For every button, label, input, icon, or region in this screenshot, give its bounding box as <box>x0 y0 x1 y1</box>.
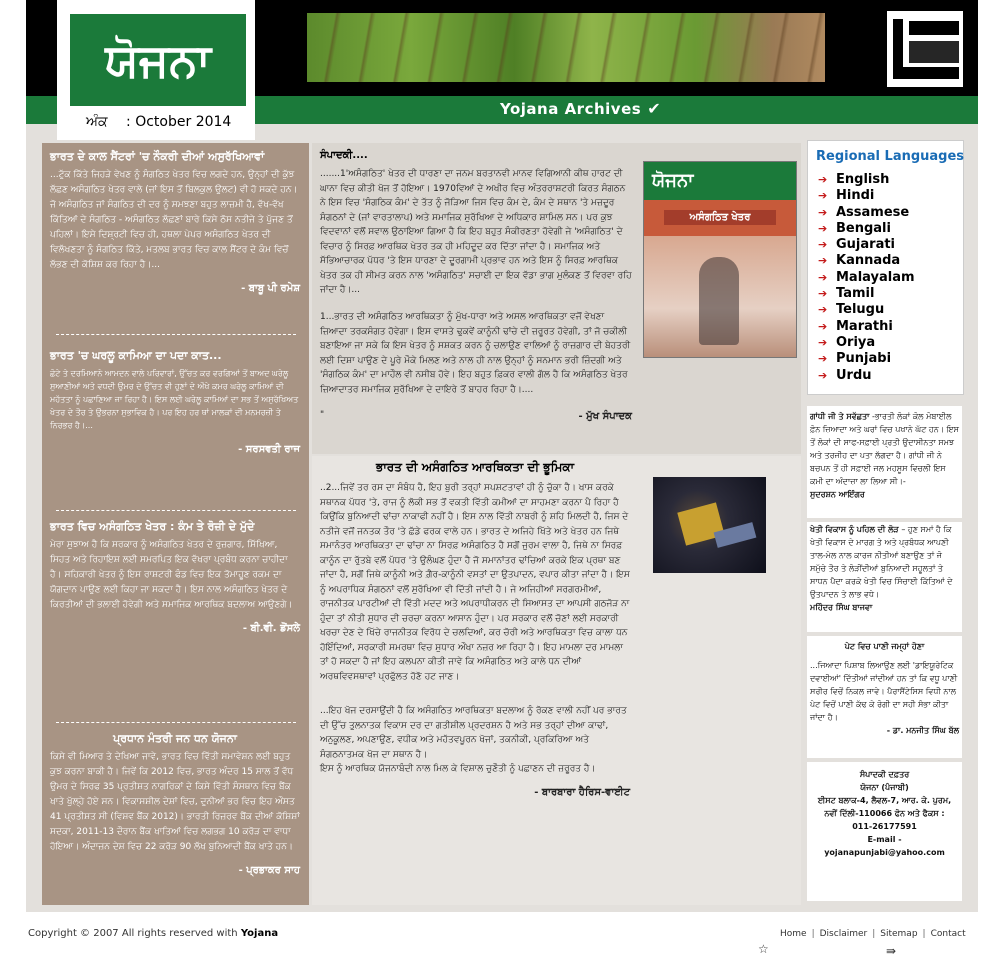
article-body: ਮੇਰਾ ਸੁਝਾਅ ਹੈ ਕਿ ਸਰਕਾਰ ਨੂੰ ਅਸੰਗਠਿਤ ਖੇਤਰ ਦੇ ਰੁਜ਼ਗਾਰ, ਸਿੱਖਿਆ, ਸਿਹਤ ਅਤੇ ਰਿਹਾਇਸ਼ ਲਈ ਸਮਰਪਿਤ ਇਕ ਵੱਖਰਾ ਪ੍ਰਬੰਧ ਕਰਨਾ ਚਾਹੀਦਾ ਹੈ। ਸਹਿਕਾਰੀ ਖੇਤਰ ਨੂੰ ਇਸ ਰਾਸ਼ਟਰੀ ਫੰਡ ਵਿਚ ਇਕ ਤੋਮਾਹੂਣ ਰਕਮ ਦਾ ਯੋਗਦਾਨ ਪਾਉਣ ਲਈ ਕਿਹਾ ਜਾ ਸਕਦਾ ਹੈ। ਇਸ ਨਾਲ ਅਸੰਗਠਿਤ ਖੇਤਰ ਦੇ ਕਿਰਤੀਆਂ ਦੀ ਭਲਾਈ ਹੋਵੇਗੀ ਅਤੇ ਸਮਾਜਿਕ ਆਰਥਿਕ ਬਦਲਾਅ ਆਉਣਗੇ। <box>50 540 293 610</box>
magazine-cover-image[interactable] <box>643 161 797 358</box>
article-body: ਛੋਟੇ ਤੇ ਦਰਮਿਆਨੇ ਆਮਦਨ ਵਾਲੇ ਪਰਿਵਾਰਾਂ, ਉੱਚਤ ਕਰ ਵਰਗਿਆਂ ਤੋਂ ਬਾਅਦ ਘਰੇਲੂ ਸੁਆਣੀਆਂ ਅਤੇ ਵਧਦੀ ਉਮਰ ਦੇ ਉੱਚਤ ਵੀ ਹੁਣਾਂ ਦੇ ਔਖੇ ਕਮਰ ਘਰੇਲੂ ਕਾਮਿਆਂ ਦੀ ਮਹੱਤਤਾ ਨੂੰ ਪਛਾਣਿਆ ਜਾ ਰਿਹਾ ਹੈ। ਇਸ ਲਈ ਘਰੇਲੂ ਕਾਮਿਆਂ ਦਾ ਸਭ ਤੋਂ ਅਸੁਰੱਖਿਅਤ ਖੇਤਰ ਦੇ ਤੌਰ ਤੇ ਉਭਰਨਾ ਸੁਭਾਵਿਕ ਹੈ। ਪਰ ਇਹ ਹਰ ਥਾਂ ਮਾਲਕਾਂ ਦੀ ਮਨਮਰਜ਼ੀ ਤੇ ਨਿਰਭਰ ਹੈ।... <box>50 369 299 430</box>
copyright-text: Copyright © 2007 All rights reserved with <box>28 928 238 939</box>
language-link-malayalam[interactable] <box>818 270 915 286</box>
factory-shape <box>893 67 959 79</box>
article-body: ...ਟੁੱਕ ਕਿੱਤੇ ਜਿਹੜੇ ਵੇਖਣ ਨੂੰ ਸੰਗਠਿਤ ਖੇਤਰ ਵਿਚ ਲਗਦੇ ਹਨ, ਉਨ੍ਹਾਂ ਦੀ ਕੁੱਝ ਲੱਛਣ ਅਸੰਗਠਿਤ ਖੇਤਰ ਵਾਲੇ (ਜਾਂ ਇਸ ਤੋਂ ਬਿਲਕੁਲ ਉਲਟ) ਵੀ ਹੋ ਸਕਦੇ ਹਨ। ਜੋ ਅਸੰਗਠਿਤ ਜਾਂ ਸੰਗਠਿਤ ਦੀ ਦਰ ਨੂੰ ਸਮਝਣਾ ਬਹੁਤ ਲਾਜ਼ਮੀ ਹੈ, ਵੱਖ-ਵੱਖ ਕਿੱਤਿਆਂ ਦੇ ਸੰਗਠਿਤ - ਅਸੰਗਠਿਤ ਲੱਛਣਾਂ ਬਾਰੇ ਕਿਸੇ ਠੋਸ ਨਤੀਜੇ ਤੇ ਪੁੱਜਣ ਤੋਂ ਪਹਿਲਾਂ। ਇਸੇ ਦਿਸ਼੍ਰਟੀ ਵਿਚ ਹੀ, ਹਥਲਾ ਪੇਪਰ ਅਸੰਗਠਿਤ ਖੇਤਰ ਦੀ ਵਿਲੱਖਣਤਾ ਨੂੰ ਸੰਗਠਿਤ ਕਿੱਤੇ, ਮਤਲਬ ਭਾਰਤ ਵਿਚ ਕਾਲ ਸੈਂਟਰ ਦੇ ਕੰਮ ਵਿਚੋਂ ਲੱਭਣ ਦੀ ਕੋਸ਼ਿਸ਼ ਕਰ ਰਿਹਾ ਹੈ।... <box>50 170 298 270</box>
language-link-hindi[interactable] <box>818 188 915 204</box>
article-title[interactable]: ਭਾਰਤ ਵਿਚ ਅਸੰਗਠਿਤ ਖੇਤਰ : ਕੰਮ ਤੇ ਰੋਜ਼ੀ ਦੇ ਮੁੱਦੇ <box>50 520 255 533</box>
divider <box>56 334 296 335</box>
arrow-icon: ➔ <box>818 238 828 252</box>
article-body: ...ਜਿਆਦਾ ਪਿਸ਼ਾਬ ਲਿਆਉਣ ਲਈ 'ਡਾਇਯੂਰੇਟਿਕ ਦਵਾਈਆਂ' ਦਿੱਤੀਆਂ ਜਾਂਦੀਆਂ ਹਨ ਤਾਂ ਕਿ ਵਧੂ ਪਾਣੀ ਸਰੀਰ ਵਿਚੋਂ ਨਿਕਲ ਜਾਵੇ। ਪੈਰਾਸੈਂਟੇਸਿਸ ਵਿਧੀ ਨਾਲ ਪੇਟ ਵਿਚੋਂ ਪਾਣੀ ਕੱਢ ਕੇ ਰੋਗੀ ਦਾ ਸਹੀ ਸੰਭਾ ਕੀਤਾ ਜਾਂਦਾ ਹੈ। <box>810 661 958 722</box>
regional-languages-list <box>818 172 915 384</box>
article-author: - ਪ੍ਰਭਾਕਰ ਸਾਹ <box>238 865 300 876</box>
office-email[interactable]: E-mail - yojanapunjabi@yahoo.com <box>824 835 945 857</box>
article-author: - ਬੀ.ਵੀ. ਡੋਂਸਲੇ <box>242 623 300 634</box>
houses-shape <box>909 21 959 35</box>
arrow-icon: ➔ <box>818 270 828 284</box>
article-title[interactable]: ਖੇਤੀ ਵਿਕਾਸ ਨੂੰ ਪਹਿਲ ਦੀ ਲੋੜ <box>810 525 899 534</box>
language-label: Gujarati <box>836 237 896 253</box>
people-shape <box>909 41 959 63</box>
footer-link-disclaimer[interactable]: Disclaimer <box>819 929 868 939</box>
arrow-icon: ➔ <box>818 254 828 268</box>
article-body: -ਭਾਰਤੀ ਲੋਕਾਂ ਕੋਲ ਮੋਬਾਈਲ ਫ਼ੋਨ ਜ਼ਿਆਦਾ ਅਤੇ ਘਰਾਂ ਵਿਚ ਪਖਾਨੇ ਘੱਟ ਹਨ। ਇਸ ਤੋਂ ਲੋਕਾਂ ਦੀ ਸਾਫ-ਸਫ਼ਾਈ ਪ੍ਰਤੀ ਉਦਾਸੀਨਤਾ ਸਮਝ ਅਤੇ ਤਰਜੀਹ ਦਾ ਪਤਾ ਲੱਗਦਾ ਹੈ। ਗਾਂਧੀ ਜੀ ਨੇ ਬਚਪਨ ਤੋਂ ਹੀ ਸਫ਼ਾਈ ਜਲ ਮਹਸੂਸ ਵਿਚਲੀ ਇਸ ਕਮੀ ਦਾ ਅੰਦਾਜ਼ਾ ਲਾ ਲਿਆ ਸੀ।- <box>810 412 960 486</box>
language-link-marathi[interactable] <box>818 319 915 335</box>
language-link-assamese[interactable] <box>818 205 915 221</box>
banner-crop-rows <box>307 13 825 82</box>
issue-label: ਅੰਕ <box>86 114 108 130</box>
feature-paragraph-1: ..2...ਜਿਵੇਂ ਤਰ ਰਸ ਦਾ ਸੰਬੰਧ ਹੈ, ਇਹ ਬੁਰੀ ਤਰ੍ਹਾਂ ਸਪਸ਼ਟਤਾਵਾਂ ਹੀ ਨੂੰ ਚੁੱਕਾ ਹੈ। ਖਾਸ ਕਰਕੇ ਸਥਾਨਕ ਪੱਧਰ 'ਤੇ, ਰਾਜ ਨੂੰ ਲੋਕੀ ਸਭ ਤੋਂ ਵਕਤੀ ਵਿੱਤੀ ਕਮੀਆਂ ਦਾ ਸਾਹਮਣਾ ਕਰਨਾ ਪੈ ਰਿਹਾ ਹੈ ਕਿਉਂਕਿ ਬੁਨਿਆਦੀ ਢਾਂਚਾ ਨਾਕਾਫੀ ਨਹੀਂ ਹੈ। ਇਸ ਨਾਲ ਵਿੱਤੀ ਨਾਬਰੀ ਨੂੰ ਸ਼ਹਿ ਮਿਲਦੀ ਹੈ, ਜਿਸ ਦੇ ਨਤੀਜੇ ਵਜੋਂ ਜਨਤਕ ਤੌਰ 'ਤੇ ਛੱਡੇ ਫਰਕ ਵਾਲੇ ਹਨ। ਭਾਰਤ ਦੇ ਅਜਿਹੇ ਖਿੱਤੇ ਅਤੇ ਖੇਤਰ ਹਨ ਜਿਥੇ ਸਮਾਨੰਤਰ ਆਰਥਿਕਤਾ ਦਾ ਢਾਂਚਾ ਨਾ ਸਿਰਫ਼ ਅਸੰਗਠਿਤ ਹੈ ਸਗੋਂ ਜੁਰਮ ਵਾਲਾ ਹੈ, ਜਿਥੇ ਨਾ ਸਿਰਫ਼ ਕਾਨੂੰਨ ਦਾ ਰੁੱਤਬੇ ਵਲੋਂ ਪੱਧਰ 'ਤੇ ਉਲੰਘਣ ਹੁੰਦਾ ਹੈ ਜੋ ਸਮਾਨਾਂਤਰ ਢਾਂਚਿਆਂ ਕਰਕੇ ਇਕ ਪ੍ਰਥਾ ਬਣ ਜਾਂਦਾ ਹੈ, ਸਗੋਂ ਜਿਥੇ ਕਾਨੂੰਨੀ ਅਤੇ ਗ਼ੈਰ-ਕਾਨੂੰਨੀ ਵਸਤਾਂ ਦਾ ਉਤਪਾਦਨ, ਵਪਾਰ ਕੀਤਾ ਜਾਂਦਾ ਹੈ। ਇਸ ਨੂੰ ਅਪਰਾਧਿਕ ਸੰਗਠਨਾਂ ਵਲੋਂ ਸੁਰੱਖਿਆ ਵੀ ਦਿੱਤੀ ਜਾਂਦੀ ਹੈ। ਜੇ ਅਜਿਹੀਆਂ ਸਰਗਰਮੀਆਂ, ਰਾਜਨੀਤਕ ਪਾਰਟੀਆਂ ਦੀ ਵਿੱਤੀ ਮਦਦ ਅਤੇ ਅਪਰਾਧੀਕਰਨ ਦੀ ਸਿਆਸਤ ਦਾ ਆਪਸੀ ਗਠਜੋੜ ਨਾ ਹੁੰਦਾ ਤਾਂ ਨੀਤੀ ਸੁਧਾਰ ਦੀ ਚਰਚਾ ਕਰਨਾ ਆਸਾਨ ਹੁੰਦਾ। ਪਰ ਸਰਕਾਰ ਵਲੋਂ ਚੋਣਾਂ ਲਈ ਸਰਕਾਰੀ ਖਰਚਾ ਦੇਣ ਦੇ ਖਿੱਚੇ ਰਾਜਨੀਤਕ ਵਿਰੋਧ ਦੇ ਚਲਦਿਆਂ, ਕਰ ਚੋਰੀ ਅਤੇ ਆਰਥਿਕਤਾ ਵਿਚ ਕਾਲਾ ਧਨ ਹੋਇੰਦਿਆਂ, ਸਰਕਾਰੀ ਸਮਰਥਾ ਵਿਚ ਸੁਧਾਰ ਔਖਾ ਨਜ਼ਰ ਆ ਰਿਹਾ ਹੈ। ਇਹ ਮਾਮਲਾ ਦਰ ਮਾਮਲਾ ਤਾਂ ਹੋ ਸਕਦਾ ਹੈ ਜਾਂ ਇਹ ਕਲਪਨਾ ਕੀਤੀ ਜਾਵੇ ਕਿ ਅਸੰਗਠਿਤ ਅਤੇ ਕਾਲੇ ਧਨ ਦੀਆਂ ਅਰਥਵਿਵਸਥਾਵਾਂ ਪ੍ਰਫੁੱਲਤ ਹੋਣੋ ਹਟ ਜਾਣ। <box>320 483 630 682</box>
language-label: English <box>836 172 890 187</box>
article-title[interactable]: ਭਾਰਤ 'ਚ ਘਰਲੂ ਕਾਮਿਆ ਦਾ ਪਦਾ ਕਾਤ... <box>50 349 222 362</box>
feature-article <box>320 460 630 684</box>
regional-languages-title: Regional Languages <box>816 149 965 164</box>
editorial-heading[interactable]: ਸੰਪਾਦਕੀ.... <box>320 150 368 161</box>
article-title[interactable]: ਭਾਰਤ ਦੇ ਕਾਲ ਸੈਂਟਰਾਂ 'ਚ ਨੌਕਰੀ ਦੀਆਂ ਅਸੁਰੱਖਿਆਵਾਂ <box>50 150 265 163</box>
feature-author: - ਬਾਰਬਾਰਾ ਹੈਰਿਸ-ਵਾਈਟ <box>534 786 630 798</box>
editorial-paragraph-1: .......1'ਅਸੰਗਠਿਤ' ਖੇਤਰ ਦੀ ਧਾਰਣਾ ਦਾ ਜਨਮ ਬਰਤਾਨਵੀ ਮਾਨਵ ਵਿਗਿਆਨੀ ਕੀਥ ਹਾਰਟ ਦੀ ਘਾਨਾ ਵਿਚ ਕੀਤੀ ਖੋਜ ਤੋਂ ਹੋਇਆ। 1970ਵਿਆਂ ਦੇ ਅਖੀਰ ਵਿਚ ਅੰਤਰਰਾਸ਼ਟਰੀ ਕਿਰਤ ਸੰਗਠਨ ਨੇ ਇਸ ਵਿਚ 'ਸੰਗਠਿਕ ਕੰਮ' ਦੇ ਤੱਤ ਨੂੰ ਜੋੜਿਆ ਜਿਸ ਵਿਚ ਕੰਮ ਦੇ, ਕੰਮ ਦੇ ਸਥਾਨ 'ਤੇ ਮਜ਼ਦੂਰ ਸੰਗਠਨਾਂ ਦੇ (ਜਾਂ ਵਾਰਤਾਲਾਪ) ਅਤੇ ਸਮਾਜਿਕ ਸੁਰੱਖਿਆ ਦੇ ਅਧਿਕਾਰ ਸ਼ਾਮਿਲ ਸਨ। ਪਰ ਕੁਝ ਵਿਦਵਾਨਾਂ ਵਲੋਂ ਸਵਾਲ ਉਠਾਇਆ ਗਿਆ ਹੈ ਕਿ ਇਹ ਬਹੁਤ ਸੰਕੀਰਣਤਾ ਹੋਵੇਗੀ ਜੇ 'ਅਸੰਗਠਿਤ' ਦੇ ਵਿਚਾਰ ਨੂੰ ਸਿਰਫ਼ ਆਰਥਿਕ ਖੇਤਰ ਤਕ ਹੀ ਮਹਿਦੂਦ ਕਰ ਦਿੱਤਾ ਜਾਂਦਾ ਹੈ। ਸਮਾਜਿਕ ਅਤੇ ਸੱਭਿਆਚਾਰਕ ਪੱਧਰ 'ਤੇ ਇਸ ਧਾਰਣਾ ਦੇ ਦੂਰਗਾਮੀ ਪ੍ਰਭਾਵ ਹਨ ਅਤੇ ਇਸ ਨੂੰ ਸਿਰਫ਼ ਆਰਥਿਕ ਖੇਤਰ ਤਕ ਹੀ ਸੀਮਤ ਕਰਨ ਨਾਲ 'ਅਸੰਗਠਿਤ' ਸਚਾਈ ਦਾ ਇਕ ਵੱਡਾ ਭਾਗ ਮੁਲੰਕਣ ਤੋਂ ਵਿਰਵਾ ਰਹਿ ਜਾਂਦਾ ਹੈ।... <box>320 169 632 295</box>
editorial-cont <box>320 310 632 397</box>
arrow-icon: ➔ <box>818 352 828 366</box>
article-author: - ਸਰਸਵਤੀ ਰਾਜ <box>238 444 300 455</box>
arrow-icon: ➔ <box>818 303 828 317</box>
divider <box>807 632 962 636</box>
feature-title[interactable]: ਭਾਰਤ ਦੀ ਅਸੰਗਠਿਤ ਆਰਥਿਕਤਾ ਦੀ ਭੂਮਿਕਾ <box>376 460 574 474</box>
language-label: Urdu <box>836 367 872 383</box>
language-label: Telugu <box>836 302 885 318</box>
copyright-brand: Yojana <box>240 928 279 939</box>
cover-figure <box>699 257 739 345</box>
editorial <box>320 150 632 298</box>
check-icon: ✔ <box>647 99 662 118</box>
language-label: Assamese <box>836 204 910 220</box>
issue-info <box>86 114 231 130</box>
emblem-logo <box>887 11 963 87</box>
office-name: ਯੋਜਨਾ (ਪੰਜਾਬੀ) <box>860 783 909 792</box>
footer-link-contact[interactable]: Contact <box>930 929 966 939</box>
arrow-icon: ➔ <box>818 205 828 219</box>
language-link-kannada[interactable] <box>818 253 915 269</box>
copyright <box>28 928 278 939</box>
language-label: Oriya <box>836 334 876 350</box>
divider <box>807 758 962 762</box>
right-article-2 <box>810 523 959 613</box>
office-title: ਸੰਪਾਦਕੀ ਦਫ਼ਤਰ <box>859 770 910 779</box>
language-link-oriya[interactable] <box>818 335 915 351</box>
arrow-icon: ➔ <box>818 189 828 203</box>
left-article-4 <box>50 732 300 876</box>
office-phone: 011-26177591 <box>852 822 917 831</box>
footer-link-home[interactable]: Home <box>780 929 807 939</box>
article-body: ਕਿਸੇ ਵੀ ਮਿਆਰ ਤੇ ਦੇਖਿਆ ਜਾਵੇ, ਭਾਰਤ ਵਿਚ ਵਿੱਤੀ ਸਮਾਵੇਸ਼ਨ ਲਈ ਬਹੁਤ ਕੁਝ ਕਰਨਾ ਬਾਕੀ ਹੈ। ਜਿਵੇਂ ਕਿ 2012 ਵਿਚ, ਭਾਰਤ ਅੰਦਰ 15 ਸਾਲ ਤੋਂ ਵੱਧ ਉਮਰ ਦੇ ਸਿਰਫ 35 ਪ੍ਰਤੀਸ਼ਤ ਨਾਗਰਿਕਾਂ ਦੇ ਕਿਸੇ ਵਿੱਤੀ ਸੰਸਥਾਨ ਵਿਚ ਬੈਂਕ ਖਾਤੇ ਖੁੱਲ੍ਹੇ ਹੋਏ ਸਨ। ਵਿਕਾਸਸ਼ੀਲ ਦੇਸ਼ਾਂ ਵਿਚ, ਦੁਨੀਆਂ ਭਰ ਵਿਚ ਇਹ ਔਸਤ 41 ਪ੍ਰਤੀਸ਼ਤ ਸੀ (ਵਿਸ਼ਵ ਬੈਂਕ 2012)। ਭਾਰਤੀ ਰਿਜ਼ਰਵ ਬੈਂਕ ਦੀਆਂ ਕੋਸ਼ਿਸ਼ਾਂ ਸਦਕਾ, 2011-13 ਦੌਰਾਨ ਬੈਂਕ ਖਾਤਿਆਂ ਵਿਚ ਲਗਭਗ 10 ਕਰੋੜ ਦਾ ਵਾਧਾ ਹੋਇਆ। ਅੰਦਾਜ਼ਨ ਦੇਸ਼ ਵਿਚ 22 ਕਰੋੜ 90 ਲੱਖ ਬੁਨਿਆਦੀ ਬੈਂਕ ਖਾਤੇ ਹਨ। <box>50 752 300 852</box>
editorial-footer <box>320 408 632 422</box>
arrow-icon: ➔ <box>818 368 828 382</box>
article-title[interactable]: ਪੇਟ ਵਿਚ ਪਾਣੀ ਜਮ੍ਹਾਂ ਹੋਣਾ <box>844 642 925 651</box>
language-label: Tamil <box>836 286 875 302</box>
arrow-icon: ➔ <box>818 319 828 333</box>
share-icon[interactable]: ⇛ <box>886 944 897 958</box>
left-article-1 <box>50 150 300 294</box>
divider <box>807 518 962 522</box>
arrow-icon: ➔ <box>818 335 828 349</box>
left-article-2 <box>50 349 300 455</box>
article-title[interactable]: ਪ੍ਰਧਾਨ ਮੰਤਰੀ ਜਨ ਧਨ ਯੋਜਨਾ <box>113 732 237 745</box>
archives-label: Yojana Archives <box>500 100 642 118</box>
language-link-bengali[interactable] <box>818 221 915 237</box>
office-address: ਈਸਟ ਬਲਾਕ-4, ਲੈਵਲ-7, ਆਰ. ਕੇ. ਪੁਰਮ, <box>817 796 952 805</box>
language-link-english[interactable] <box>818 172 915 188</box>
arrow-icon: ➔ <box>818 173 828 186</box>
separator: | <box>811 929 815 939</box>
right-article-1 <box>810 410 959 500</box>
footer-link-sitemap[interactable]: Sitemap <box>880 929 918 939</box>
language-link-punjabi[interactable] <box>818 351 915 367</box>
language-label: Kannada <box>836 253 901 269</box>
footer-nav <box>780 929 966 939</box>
separator: | <box>872 929 876 939</box>
language-label: Bengali <box>836 220 891 236</box>
issue-value: October 2014 <box>135 114 232 130</box>
article-author: - ਬਾਬੂ ਪੀ ਰਮੇਸ਼ <box>241 283 300 294</box>
language-label: Punjabi <box>836 351 892 367</box>
left-article-3 <box>50 520 300 634</box>
language-link-tamil[interactable] <box>818 286 915 302</box>
feature-paragraph-3: ਇਸ ਨੂੰ ਆਰਥਿਕ ਯੋਜਨਾਬੰਦੀ ਨਾਲ ਮਿਲ ਕੇ ਵਿਸ਼ਾਲ ਚੁਣੌਤੀ ਨੂੰ ਪਛਾਣਨ ਦੀ ਜ਼ਰੂਰਤ ਹੈ। <box>320 764 596 774</box>
arrow-icon: ➔ <box>818 221 828 235</box>
issue-separator: : <box>126 114 131 130</box>
right-article-3 <box>810 640 959 736</box>
article-author: ਮਹਿੰਦਰ ਸਿੰਘ ਬਾਜਵਾ <box>810 603 873 612</box>
site-logo[interactable]: ਯੋਜਨਾ <box>70 14 246 106</box>
arrow-icon: ➔ <box>818 287 828 301</box>
language-label: Hindi <box>836 188 875 204</box>
language-label: Marathi <box>836 318 893 334</box>
editorial-paragraph-2: 1...ਭਾਰਤ ਦੀ ਅਸੰਗਠਿਤ ਆਰਥਿਕਤਾ ਨੂੰ ਮੁੱਖ-ਧਾਰਾ ਅਤੇ ਅਸਲ ਆਰਥਿਕਤਾ ਵਜੋਂ ਵੇਖਣਾ ਜ਼ਿਆਦਾ ਤਰਕਸੰਗਤ ਹੋਵੇਗਾ। ਇਸ ਵਾਸਤੇ ਢੁਕਵੇਂ ਕਾਨੂੰਨੀ ਢਾਂਚੇ ਦੀ ਜ਼ਰੂਰਤ ਹੋਵੇਗੀ, ਤਾਂ ਜੋ ਚਕੀਲੀ ਬਣਾਇਆ ਜਾ ਸਕੇ ਕਿ ਇਸ ਖੇਤਰ ਨੂੰ ਸਸ਼ਕਤ ਕਰਨ ਨੂੰ ਚਲਾਉਣ ਵਾਲਿਆਂ ਨੂੰ ਰਾਜ਼ਗਾਰ ਦੀ ਬੇਹਤਰੀ ਲਈ ਦਿਸ਼ਾ ਪਾਉਣ ਦੇ ਪੂਰੇ ਮੌਕੇ ਮਿਲਣ ਅਤੇ ਨਾਲ ਹੀ ਨਾਲ ਉਨ੍ਹਾਂ ਨੂੰ ਸਨਮਾਨ ਭਰੀ ਜ਼ਿੰਦਗੀ ਅਤੇ 'ਸੰਗਠਿਕ ਕੰਮ' ਦਾ ਮਾਹੌਲ ਵੀ ਨਸੀਬ ਹੋਵੇ। ਇਹ ਬਹੁਤ ਫ਼ਿਕਰ ਵਾਲੀ ਗੱਲ ਹੈ ਕਿ ਅਸੰਗਠਿਤ ਖੇਤਰ ਜ਼ਿਆਦਾਤਰ ਸਮਾਜਿਕ ਸੁਰੱਖਿਆ ਦੇ ਦਾਇਰੇ ਤੋਂ ਬਾਹਰ ਰਿਹਾ ਹੈ।.... <box>320 312 631 395</box>
article-title[interactable]: ਗਾਂਧੀ ਜੀ ਤੇ ਸਵੱਛਤਾ <box>810 412 870 421</box>
divider <box>56 510 296 511</box>
cover-title: ਯੋਜਨਾ <box>644 162 796 200</box>
article-author: ਸੁਦਰਸ਼ਨ ਆਇੰਗਰ <box>810 490 865 499</box>
feature-cont <box>320 704 630 798</box>
editorial-author: - ਮੁੱਖ ਸੰਪਾਦਕ <box>578 410 632 422</box>
language-link-gujarati[interactable] <box>818 237 915 253</box>
archives-title[interactable] <box>500 99 661 118</box>
bookmark-star-icon[interactable]: ☆ <box>758 942 769 956</box>
satellite-image <box>653 477 766 573</box>
office-city: ਨਵੀਂ ਦਿੱਲੀ-110066 ਫੋਨ ਅਤੇ ਫੈਕਸ : <box>824 809 945 818</box>
language-label: Malayalam <box>836 269 915 285</box>
language-link-urdu[interactable] <box>818 368 915 384</box>
divider <box>56 722 296 723</box>
separator: | <box>922 929 926 939</box>
editorial-office <box>810 768 959 859</box>
language-link-telugu[interactable] <box>818 302 915 318</box>
editorial-tail: " <box>320 410 325 420</box>
article-author: - ਡਾ. ਮਨਜੀਤ ਸਿੰਘ ਬੱਲ <box>886 726 959 735</box>
cover-subtitle: ਅਸੰਗਠਿਤ ਖੇਤਰ <box>664 210 776 225</box>
article-body: – ਹੁਣ ਸਮਾਂ ਹੈ ਕਿ ਖੇਤੀ ਵਿਕਾਸ ਦੇ ਮਾਰਗ ਤੇ ਅਤੇ ਪ੍ਰਬੰਧਕ ਆਪਣੀ ਤਾਲ-ਮੇਲ ਨਾਲ ਕਾਰਜ ਨੀਤੀਆਂ ਬਣਾਉਣ ਤਾਂ ਜੋ ਸਮੁੱਚੇ ਤੌਰ ਤੇ ਲੋੜੀਂਦੀਆਂ ਬੁਨਿਆਦੀ ਸਹੂਲਤਾਂ ਤੇ ਸਾਧਨ ਪੈਦਾ ਕਰਕੇ ਖੇਤੀ ਵਿਚ ਸਿੰਚਾਈ ਕਿੱਤਿਆਂ ਦੇ ਉਤਪਾਦਨ ਤੇ ਲਾਭ ਵਧੇ। <box>810 525 953 599</box>
feature-paragraph-2: ...ਇਹ ਖੋਜ ਦਰਸਾਉਂਦੀ ਹੈ ਕਿ ਅਸੰਗਠਿਤ ਆਰਥਿਕਤਾ ਬਦਲਾਅ ਨੂੰ ਰੋਕਣ ਵਾਲੀ ਨਹੀਂ ਪਰ ਭਾਰਤ ਦੀ ਉੱਚ ਤੁਲਨਾਤਕ ਵਿਕਾਸ ਦਰ ਦਾ ਗਤੀਸ਼ੀਲ ਪ੍ਰਦਰਸ਼ਨ ਹੈ ਅਤੇ ਸਭ ਤਰ੍ਹਾਂ ਦੀਆ ਕਾਢਾਂ, ਅਨੁਕੂਲਣ, ਅਪਣਾਉਣ, ਵਧੀਕ ਅਤੇ ਮਹੱਤਵਪੂਰਨ ਖੋਜਾਂ, ਤਕਨੀਕੀ, ਪ੍ਰਕਿਰਿਆ ਅਤੇ ਸੰਗਠਨਾਤਮਕ ਖੋਜ ਦਾ ਸਥਾਨ ਹੈ। <box>320 706 627 760</box>
